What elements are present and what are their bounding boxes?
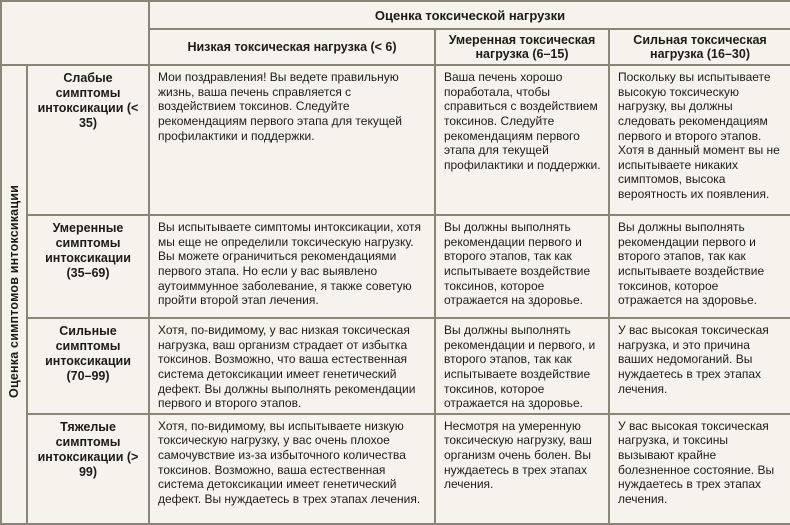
col-header-low: Низкая токсическая нагрузка (< 6) [149,29,435,65]
corner-cell [1,1,149,65]
table-cell-r1c2: Ваша печень хорошо поработала, чтобы справиться с воздействием токсинов. Следуйте рекомендациям первого этапа для текущей профилактики и поддержки. [435,65,609,215]
table-cell-r2c3: Вы должны выполнять рекомендации первого и второго этапов, так как испытываете воздействие токсинов, которое отражается на здоровье. [609,215,790,318]
top-header: Оценка токсической нагрузки [149,1,790,29]
left-vertical-header [1,65,27,524]
table-cell-r1c3: Поскольку вы испытываете высокую токсическую нагрузку, вы должны следовать рекомендациям первого и второго этапов. Хотя в данный момент вы не испытываете никаких симптомов, высока вероятность их появления. [609,65,790,215]
table-cell-r4c3: У вас высокая токсическая нагрузка, и токсины вызывают крайне болезненное состояние. Вы нуждаетесь в трех этапах лечения. [609,414,790,524]
row-header-severe: Тяжелые симптомы интоксикации (> 99) [27,414,149,524]
left-vertical-header-label: Оценка симптомов интоксикации [7,185,21,399]
table-cell-r2c1: Вы испытываете симптомы интоксикации, хотя мы еще не определили токсическую нагрузку. Вы можете ограничиться рекомендациями первого этапа. Но если у вас выявлено аутоиммунное заболевание, я также советую пройти второй этап лечения. [149,215,435,318]
table-cell-r4c1: Хотя, по-видимому, вы испытываете низкую токсическую нагрузку, у вас очень плохое самочувствие из-за избыточного количества токсинов. Возможно, ваша естественная система детоксикации имеет генетический дефект. Вы нуждаетесь в трех этапах лечения. [149,414,435,524]
col-header-moderate: Умеренная токсическая нагрузка (6–15) [435,29,609,65]
row-header-strong: Сильные симптомы интоксикации (70–99) [27,318,149,414]
table-cell-r3c1: Хотя, по-видимому, у вас низкая токсическая нагрузка, ваш организм страдает от избытка токсинов. Возможно, что ваша естественная система детоксикации имеет генетический дефект. Вы должны выполнять рекомендации первого и второго этапов. [149,318,435,414]
table-cell-r4c2: Несмотря на умеренную токсическую нагрузку, ваш организм очень болен. Вы нуждаетесь в трех этапах лечения. [435,414,609,524]
table-cell-r1c1: Мои поздравления! Вы ведете правильную жизнь, ваша печень справляется с воздействием токсинов. Следуйте рекомендациям первого этапа для текущей профилактики и поддержки. [149,65,435,215]
col-header-high: Сильная токсическая нагрузка (16–30) [609,29,790,65]
row-header-moderate: Умеренные симптомы интоксикации (35–69) [27,215,149,318]
row-header-weak: Слабые симптомы интоксикации (< 35) [27,65,149,215]
table-cell-r3c2: Вы должны выполнять рекомендации и первого, и второго этапов, так как испытываете воздействие токсинов, которое отражается на здоровье. [435,318,609,414]
table-cell-r2c2: Вы должны выполнять рекомендации первого и второго этапов, так как испытываете воздействие токсинов, которое отражается на здоровье. [435,215,609,318]
table-cell-r3c3: У вас высокая токсическая нагрузка, и это причина ваших недомоганий. Вы нуждаетесь в трех этапах лечения. [609,318,790,414]
